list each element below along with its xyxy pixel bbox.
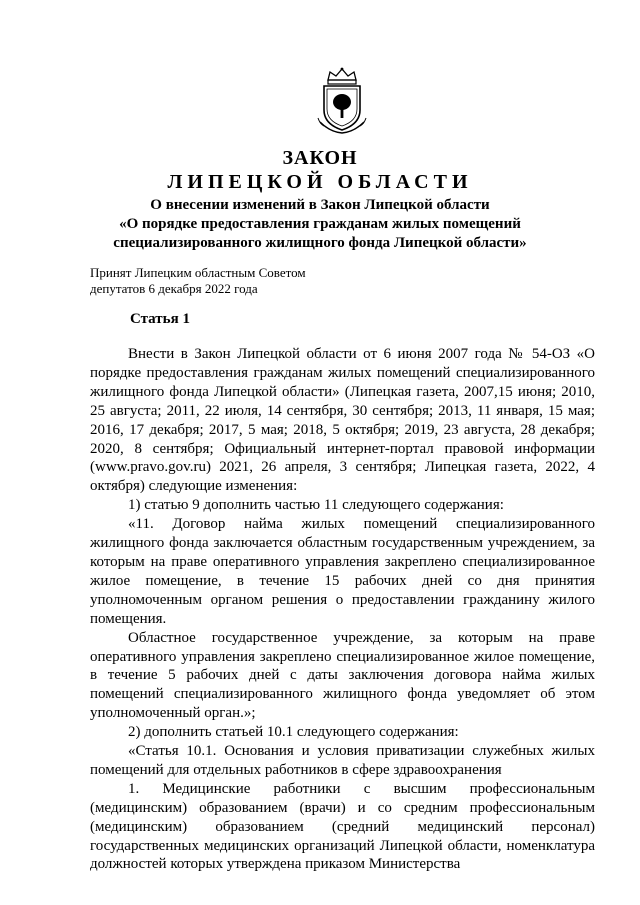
- paragraph: «11. Договор найма жилых помещений специализированного жилищного фонда заключается областным государственным учреждением, за которым на праве оперативного управления закреплено специализированное жилое помещение, в течение 15 рабочих дней со дня принятия уполномоченным органом решения о предоставлении гражданину жилого помещения.: [90, 516, 595, 627]
- paragraph: Областное государственное учреждение, за которым на праве оперативного управления закреплено специализированное жилое помещение, в течение 5 рабочих дней с даты заключения договора найма жилых помещений специализированного жилищного фонда уведомляет об этом уполномоченный орган.»;: [90, 629, 595, 722]
- adoption-line-1: Принят Липецким областным Советом: [90, 265, 306, 280]
- adoption-line-2: депутатов 6 декабря 2022 года: [90, 281, 258, 296]
- paragraph: 2) дополнить статьей 10.1 следующего содержания:: [128, 724, 459, 741]
- paragraph: 1. Медицинские работники с высшим профессиональным (медицинским) образованием (врачи) и со средним профессиональным (медицинским) образованием (средний медицинский персонал) государственных медицинских организаций Липецкой области, номенклатура должностей которых утверждена приказом Министерства: [90, 780, 595, 873]
- subtitle-line-1: О внесении изменений в Закон Липецкой области: [150, 197, 490, 213]
- coat-of-arms-icon: [316, 66, 368, 136]
- paragraph: 1) статью 9 дополнить частью 11 следующего содержания:: [128, 497, 504, 514]
- article-heading: Статья 1: [130, 311, 190, 327]
- article-body: [90, 345, 595, 874]
- law-title: ЗАКОН: [282, 147, 358, 169]
- region-title: ЛИПЕЦКОЙ ОБЛАСТИ: [167, 171, 473, 193]
- subtitle-line-2: «О порядке предоставления гражданам жилых помещений: [119, 216, 521, 232]
- subtitle-line-3: специализированного жилищного фонда Липецкой области»: [113, 235, 527, 251]
- paragraph: «Статья 10.1. Основания и условия приватизации служебных жилых помещений для отдельных работников в сфере здравоохранения: [90, 743, 595, 778]
- paragraph: Внести в Закон Липецкой области от 6 июня 2007 года № 54-ОЗ «О порядке предоставления гражданам жилых помещений специализированного жилищного фонда Липецкой области» (Липецкая газета, 2007,15 июня; 2010, 25 августа; 2011, 22 июля, 14 сентября, 30 сентября; 2013, 11 января, 15 мая; 2016, 17 декабря; 2017, 5 мая; 2018, 5 октября; 2019, 23 августа, 28 декабря; 2020, 8 сентября; Официальный интернет-портал правовой информации (www.pravo.gov.ru) 2021, 26 апреля, 3 сентября; Липецкая газета, 2022, 4 октября) следующие изменения:: [90, 346, 595, 495]
